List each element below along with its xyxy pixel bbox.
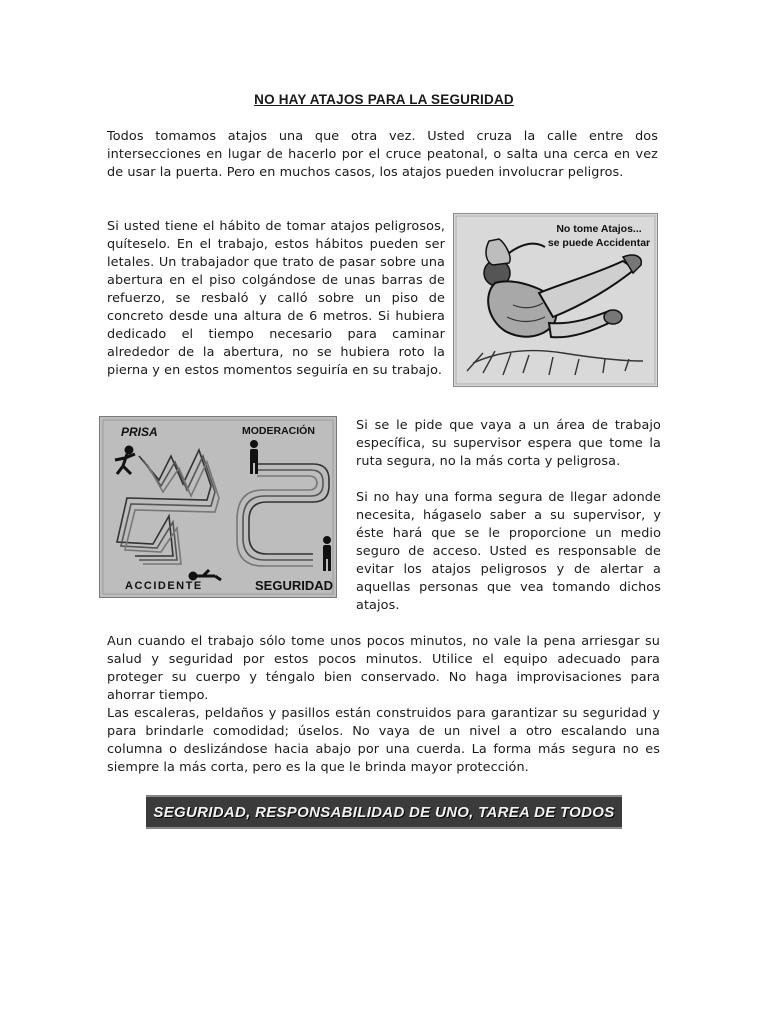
label-seguridad: SEGURIDAD bbox=[255, 578, 334, 593]
fall-caption-line2: se puede Accidentar bbox=[547, 237, 651, 249]
fall-caption-line1: No tome Atajos... bbox=[556, 223, 642, 235]
paragraph-minutes: Aun cuando el trabajo sólo tome unos pocos minutos, no vale la pena arriesgar su salud y seguridad por estos pocos minutos. Utilice el equipo adecuado para proteger su cuerpo y téngalo bien conservado. No haga improvisaciones para ahorrar tiempo. bbox=[107, 634, 660, 703]
paths-illustration bbox=[99, 416, 337, 598]
paragraph-stairs: Las escaleras, peldaños y pasillos están construidos para garantizar su seguridad y para brindarle comodidad; úselos. No vaya de un nivel a otro escalando una columna o deslizándose hacia abajo por una cuerda. La forma más segura no es siempre la más corta, pero es la que le brinda mayor protección. bbox=[107, 706, 660, 775]
paragraph-intro: Todos tomamos atajos una que otra vez. Usted cruza la calle entre dos intersecciones en lugar de hacerlo por el cruce peatonal, o salta una cerca en vez de usar la puerta. Pero en muchos casos, los atajos pueden involucrar peligros. bbox=[107, 129, 658, 180]
safety-banner bbox=[146, 795, 622, 829]
paragraph-route: Si se le pide que vaya a un área de trabajo específica, su supervisor espera que tome la ruta segura, no la más corta y peligrosa. bbox=[356, 418, 661, 469]
fall-illustration bbox=[453, 213, 658, 387]
document-title: NO HAY ATAJOS PARA LA SEGURIDAD bbox=[254, 92, 514, 107]
paragraph-supervisor: Si no hay una forma segura de llegar adonde necesita, hágaselo saber a su supervisor, y éste hará que se le proporcione un medio seguro de acceso. Usted es responsable de evitar los atajos peligrosos y de alertar a aquellas personas que vea tomando dichos atajos. bbox=[356, 490, 661, 613]
paragraph-habit: Si usted tiene el hábito de tomar atajos peligrosos, quíteselo. En el trabajo, estos hábitos pueden ser letales. Un trabajador que trato de pasar sobre una abertura en el piso colgándose de unas barras de refuerzo, se resbaló y calló sobre un piso de concreto desde una altura de 6 metros. Si hubiera dedicado el tiempo necesario para caminar alrededor de la abertura, no se hubiera roto la pierna y en estos momentos seguiría en su trabajo. bbox=[107, 219, 445, 378]
label-accidente: ACCIDENTE bbox=[125, 580, 203, 592]
label-prisa: PRISA bbox=[121, 425, 158, 439]
banner-text: SEGURIDAD, RESPONSABILIDAD DE UNO, TAREA DE TODOS bbox=[153, 803, 615, 821]
label-moderacion: MODERACIÓN bbox=[242, 425, 315, 437]
